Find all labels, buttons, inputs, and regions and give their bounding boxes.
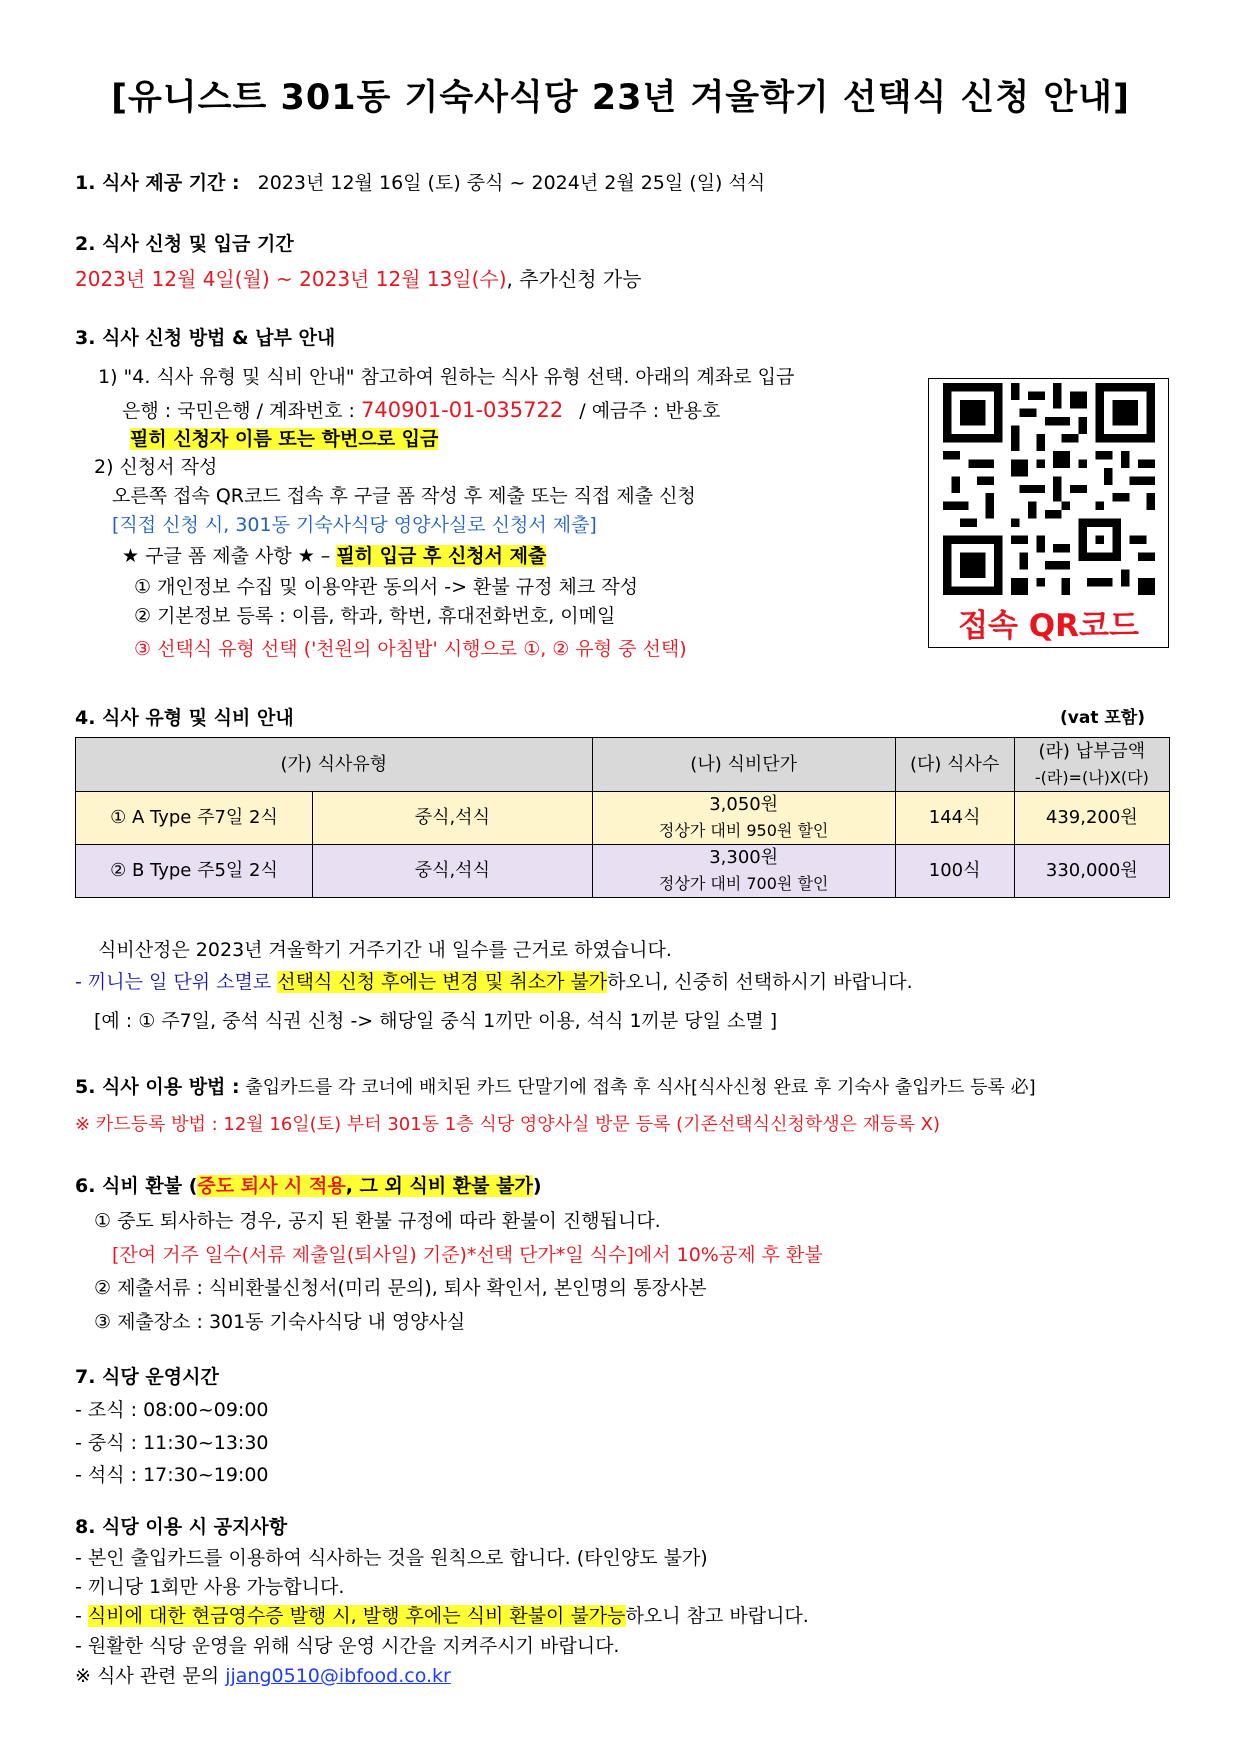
meal-fee-table (75, 737, 1170, 898)
notice-1: - 본인 출입카드를 이용하여 식사하는 것을 원칙으로 합니다. (타인양도 불가) (75, 1547, 708, 1569)
refund-condition-red: 중도 퇴사 시 적용 (197, 1175, 346, 1197)
table-row (76, 792, 1170, 845)
direct-apply-note: [직접 신청 시, 301동 기숙사식당 영양사실로 신청서 제출] (112, 514, 597, 536)
fee-note-2-suffix: 하오니, 신중히 선택하시기 바랍니다. (607, 971, 913, 993)
section-5 (75, 1072, 1036, 1099)
row-b-type: ② B Type 주5일 2식 (76, 845, 313, 898)
section-5-heading: 5. 식사 이용 방법 : (75, 1076, 240, 1098)
row-a-price (592, 792, 895, 845)
section-2-heading: 2. 식사 신청 및 입금 기간 (75, 233, 294, 255)
fee-note-example: [예 : ① 주7일, 중석 식권 신청 -> 해당일 중식 1끼만 이용, 석식 1끼분 당일 소멸 ] (94, 1010, 778, 1032)
header-total (1014, 738, 1169, 792)
notice-3-dash: - (75, 1605, 82, 1627)
form-items-label: ★ 구글 폼 제출 사항 ★ – (122, 545, 331, 567)
row-b-count: 100식 (895, 845, 1014, 898)
qr-code-image[interactable] (943, 383, 1155, 595)
fee-note-2-prefix: - 끼니는 일 단위 소멸로 (75, 971, 272, 993)
qr-code-label: 접속 QR코드 (958, 608, 1139, 644)
refund-item-2: ② 제출서류 : 식비환불신청서(미리 문의), 퇴사 확인서, 본인명의 통장사본 (94, 1277, 707, 1299)
application-period-dates: 2023년 12월 4일(월) ~ 2023년 12월 13일(수) (75, 267, 507, 291)
row-b-discount: 정상가 대비 700원 할인 (658, 874, 829, 893)
header-meal-count: (다) 식사수 (895, 738, 1014, 792)
notice-2: - 끼니당 1회만 사용 가능합니다. (75, 1576, 345, 1598)
bank-info (122, 396, 720, 423)
form-item-2: ② 기본정보 등록 : 이름, 학과, 학번, 휴대전화번호, 이메일 (134, 605, 616, 627)
step-2-desc: 오른쪽 접속 QR코드 접속 후 구글 폼 작성 후 제출 또는 직접 제출 신청 (112, 485, 696, 507)
page-title: [유니스트 301동 기숙사식당 23년 겨울학기 선택식 신청 안내] (111, 78, 1130, 118)
notice-3-rest: 하오니 참고 바랍니다. (625, 1605, 809, 1627)
contact-email-link[interactable]: jjang0510@ibfood.co.kr (225, 1665, 451, 1687)
form-item-1: ① 개인정보 수집 및 이용약관 동의서 -> 환불 규정 체크 작성 (134, 576, 638, 598)
refund-item-3: ③ 제출장소 : 301동 기숙사식당 내 영양사실 (94, 1311, 466, 1333)
notice-3-highlight: 식비에 대한 현금영수증 발행 시, 발행 후에는 식비 환불이 불가능 (87, 1605, 626, 1627)
row-b-price (592, 845, 895, 898)
header-meal-type: (가) 식사유형 (76, 738, 593, 792)
section-3-heading: 3. 식사 신청 방법 & 납부 안내 (75, 327, 336, 349)
bank-label: 은행 : 국민은행 / 계좌번호 : (122, 400, 355, 422)
account-number: 740901-01-035722 (361, 398, 564, 422)
row-a-total: 439,200원 (1014, 792, 1169, 845)
row-b-total: 330,000원 (1014, 845, 1169, 898)
contact-line (75, 1661, 451, 1688)
card-registration-note: ※ 카드등록 방법 : 12월 16일(토) 부터 301동 1층 식당 영양사실 방문 등록 (기존선택식신청학생은 재등록 X) (75, 1114, 940, 1135)
row-a-type: ① A Type 주7일 2식 (76, 792, 313, 845)
table-row (76, 845, 1170, 898)
step-2-text: 2) 신청서 작성 (94, 456, 218, 478)
section-1-heading: 1. 식사 제공 기간 : (75, 172, 240, 194)
contact-label: ※ 식사 관련 문의 (75, 1665, 220, 1687)
form-items-heading (122, 541, 546, 568)
notice-4: - 원활한 식당 운영을 위해 식당 운영 시간을 지켜주시기 바랍니다. (75, 1635, 620, 1657)
section-6-label: 6. 식비 환불 ( (75, 1175, 198, 1197)
refund-condition-rest: , 그 외 식비 환불 불가 (345, 1175, 533, 1197)
fee-note-2 (75, 967, 913, 994)
header-total-label: (라) 납부금액 (1038, 740, 1146, 762)
refund-condition (197, 1175, 532, 1197)
qr-code-box (928, 378, 1169, 648)
deposit-notice (130, 424, 438, 451)
table-header-row (76, 738, 1170, 792)
form-item-3: ③ 선택식 유형 선택 ('천원의 아침밥' 시행으로 ①, ② 유형 중 선택) (134, 638, 687, 660)
fee-note-2-highlight: 선택식 신청 후에는 변경 및 취소가 불가 (277, 971, 608, 993)
header-total-formula: -(라)=(나)X(다) (1034, 767, 1149, 787)
notice-3 (75, 1601, 809, 1628)
section-1 (75, 168, 765, 195)
header-unit-price: (나) 식비단가 (592, 738, 895, 792)
hours-dinner: - 석식 : 17:30~19:00 (75, 1464, 269, 1486)
row-a-meals: 중식,석식 (313, 792, 593, 845)
row-a-count: 144식 (895, 792, 1014, 845)
application-period-extra: , 추가신청 가능 (506, 267, 642, 291)
section-6-close: ) (532, 1175, 542, 1197)
section-6-heading (75, 1171, 542, 1198)
account-holder: / 예금주 : 반용호 (579, 400, 721, 422)
application-period (75, 263, 642, 292)
step-1-text: 1) "4. 식사 유형 및 식비 안내" 참고하여 원하는 식사 유형 선택. 아래의 계좌로 입금 (98, 366, 795, 388)
row-a-price-value: 3,050원 (709, 794, 779, 815)
row-a-discount: 정상가 대비 950원 할인 (658, 821, 829, 840)
refund-formula: [잔여 거주 일수(서류 제출일(퇴사일) 기준)*선택 단가*일 식수]에서 10%공제 후 환불 (112, 1244, 823, 1266)
section-8-heading: 8. 식당 이용 시 공지사항 (75, 1516, 288, 1538)
vat-note: (vat 포함) (1060, 708, 1145, 728)
meal-period-text: 2023년 12월 16일 (토) 중식 ~ 2024년 2월 25일 (일) 석식 (257, 172, 766, 194)
hours-breakfast: - 조식 : 08:00~09:00 (75, 1399, 269, 1421)
row-b-price-value: 3,300원 (709, 847, 779, 868)
hours-lunch: - 중식 : 11:30~13:30 (75, 1432, 269, 1454)
fee-note-1: 식비산정은 2023년 겨울학기 거주기간 내 일수를 근거로 하였습니다. (98, 939, 672, 961)
section-4-heading: 4. 식사 유형 및 식비 안내 (75, 707, 294, 729)
usage-method-text: 출입카드를 각 코너에 배치된 카드 단말기에 접촉 후 식사[식사신청 완료 후 기숙사 출입카드 등록 必] (245, 1077, 1036, 1098)
form-items-highlight: 필히 입금 후 신청서 제출 (336, 545, 547, 567)
row-b-meals: 중식,석식 (313, 845, 593, 898)
section-7-heading: 7. 식당 운영시간 (75, 1366, 219, 1388)
deposit-notice-text: 필히 신청자 이름 또는 학번으로 입금 (130, 428, 439, 450)
refund-item-1: ① 중도 퇴사하는 경우, 공지 된 환불 규정에 따라 환불이 진행됩니다. (94, 1210, 661, 1232)
